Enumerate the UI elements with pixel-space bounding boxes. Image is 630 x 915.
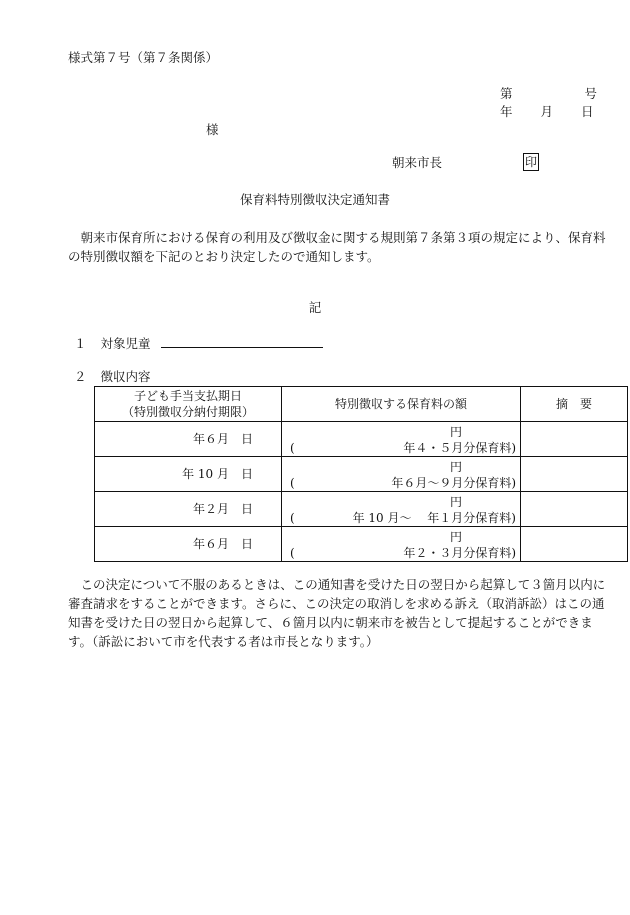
row-remarks [521,492,628,527]
row-remarks [521,457,628,492]
date-day: 日 [581,104,594,119]
header-amount: 特別徴収する保育料の額 [282,387,521,422]
yen-label: 円 [449,530,462,544]
period-label: 年 10 月～ 年１月分保育料) [352,511,516,525]
table-row [95,422,628,457]
addressee-suffix: 様 [206,122,219,137]
table-header-row [95,387,628,422]
row-remarks [521,422,628,457]
table-row [95,527,628,562]
row-date: 年６月 日 [95,527,282,562]
paren-open: ( [290,546,295,560]
item-levy-details [74,369,151,386]
body-paragraph: 朝来市保育所における保育の利用及び徴収金に関する規則第７条第３項の規定により、保育料の特別徴収額を下記のとおり決定したので通知します。 [68,230,606,264]
child-name-blank [161,335,323,348]
paren-open: ( [290,476,295,490]
row-date: 年２月 日 [95,492,282,527]
header-remarks: 摘 要 [521,387,628,422]
number-prefix: 第 [500,86,513,101]
row-date: 年 10 月 日 [95,457,282,492]
levy-table [94,386,628,562]
item2-number: ２ [74,369,87,384]
issuer-name: 朝来市長 [392,155,443,170]
paren-open: ( [290,511,295,525]
header-payment-date [95,387,282,422]
date-month: 月 [540,104,554,119]
table-row [95,492,628,527]
date-year: 年 [500,104,513,119]
document-title: 保育料特別徴収決定通知書 [239,192,390,207]
number-suffix: 号 [584,86,598,101]
row-amount [282,492,521,527]
table-row [95,457,628,492]
header-payment-date-line2: （特別徴収分納付期限） [121,405,254,419]
row-amount [282,527,521,562]
seal-mark: 印 [525,155,538,169]
issue-date-line [500,104,594,121]
header-payment-date-line1: 子ども手当支払期日 [133,389,242,403]
row-amount [282,457,521,492]
document-number-line [500,86,597,103]
period-label: 年４・５月分保育料) [403,441,516,455]
period-label: 年６月～９月分保育料) [391,476,516,490]
row-remarks [521,527,628,562]
row-date: 年６月 日 [95,422,282,457]
yen-label: 円 [449,460,462,474]
ki-heading: 記 [308,300,322,315]
item1-number: １ [74,336,87,351]
yen-label: 円 [449,425,462,439]
form-number: 様式第７号（第７条関係） [68,50,219,65]
item1-label: 対象児童 [100,336,151,351]
row-amount [282,422,521,457]
paren-open: ( [290,441,295,455]
period-label: 年２・３月分保育料) [403,546,516,560]
yen-label: 円 [449,495,462,509]
item2-label: 徴収内容 [100,369,151,384]
item-target-child [74,335,323,353]
appeal-notice: この決定について不服のあるときは、この通知書を受けた日の翌日から起算して３箇月以内に審査請求をすることができます。さらに、この決定の取消しを求める訴え（取消訴訟）はこの通知書を受けた日の翌日から起算して、６箇月以内に朝来市を被告として提起することができます。（訴訟において市を代表する者は市長となります。） [68,577,606,649]
